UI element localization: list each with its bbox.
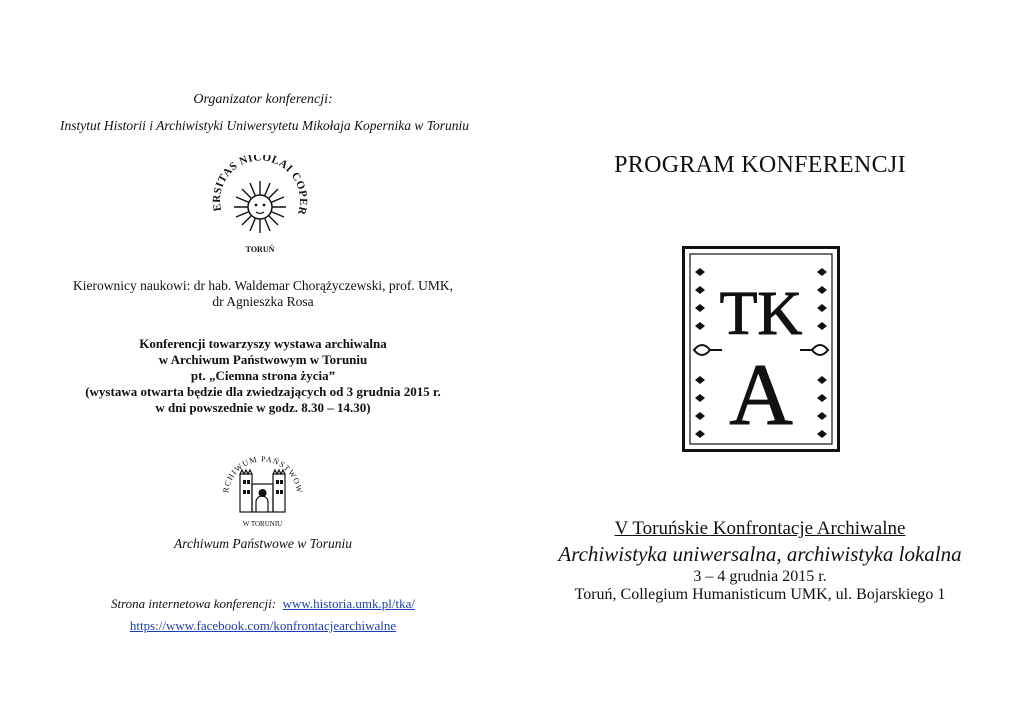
event-dates: 3 – 4 grudnia 2015 r. [693, 568, 827, 585]
website-link[interactable]: www.historia.umk.pl/tka/ [282, 596, 416, 611]
exhibition-line: (wystawa otwarta będzie dla zwiedzających od 3 grudnia 2015 r. [85, 384, 441, 399]
scientific-heads-line1: Kierownicy naukowi: dr hab. Waldemar Chorążyczewski, prof. UMK, [73, 278, 453, 293]
exhibition-line: Konferencji towarzyszy wystawa archiwalna [139, 336, 387, 351]
tka-logo-icon [682, 246, 840, 452]
facebook-link[interactable]: https://www.facebook.com/konfrontacjearchiwalne [129, 618, 397, 633]
right-panel [540, 0, 980, 725]
exhibition-line: w dni powszednie w godz. 8.30 – 14.30) [155, 400, 371, 415]
organizer-label: Organizator konferencji: [193, 92, 333, 107]
organizer-name: Instytut Historii i Archiwistyki Uniwersytetu Mikołaja Kopernika w Toruniu [60, 118, 469, 133]
left-panel [60, 0, 469, 725]
exhibition-line: w Archiwum Państwowym w Toruniu [158, 352, 368, 367]
archive-seal-logo [220, 448, 305, 530]
tka-logo-bottom-letter: A [729, 347, 793, 444]
event-subtitle: Archiwistyka uniwersalna, archiwistyka lokalna [558, 542, 962, 566]
program-title: PROGRAM KONFERENCJI [614, 152, 906, 178]
umk-seal-icon [210, 155, 310, 255]
tka-logo [682, 246, 840, 452]
tka-logo-top-letters: TK [719, 280, 803, 348]
svg-text:UNIVERSITAS NICOLAI COPERNICI: ERSITAS NICOLAI COPER [210, 155, 310, 217]
svg-text:ARCHIWUM PAŃSTWOWE: RCHIWUM PAŃSTWOW [221, 454, 305, 495]
event-venue: Toruń, Collegium Humanisticum UMK, ul. Bojarskiego 1 [574, 586, 946, 603]
svg-text:W TORUNIU: W TORUNIU [242, 520, 283, 528]
event-name: V Toruńskie Konfrontacje Archiwalne [614, 518, 906, 539]
exhibition-line: pt. „Ciemna strona życia” [190, 368, 336, 383]
website-label: Strona internetowa konferencji: [110, 596, 277, 611]
scientific-heads-line2: dr Agnieszka Rosa [212, 294, 314, 309]
svg-text:TORUŃ: TORUŃ [245, 245, 275, 254]
umk-seal-logo [210, 155, 310, 255]
website-row [60, 596, 466, 612]
archive-seal-icon [220, 448, 305, 530]
archive-caption: Archiwum Państwowe w Toruniu [174, 536, 352, 551]
facebook-row [60, 618, 466, 634]
